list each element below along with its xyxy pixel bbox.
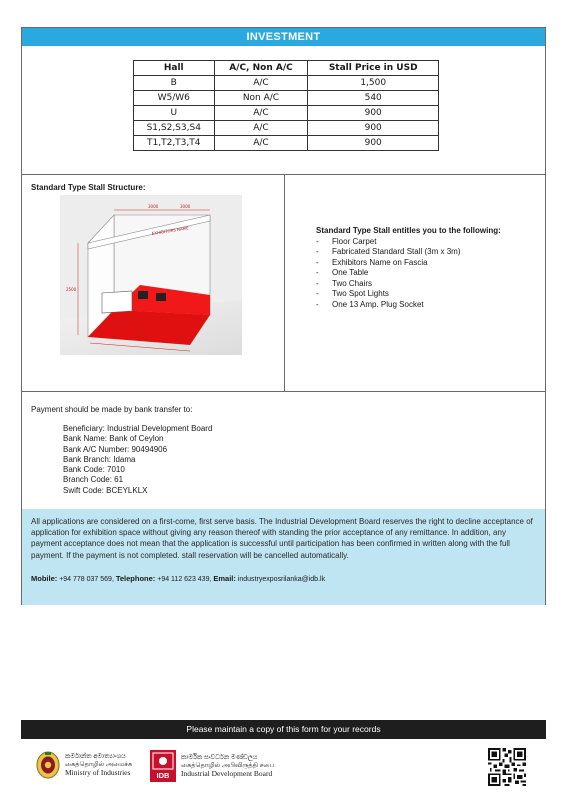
idb-name xyxy=(181,754,274,778)
idb-name-english: Industrial Development Board xyxy=(181,769,273,778)
cell-ac: A/C xyxy=(214,136,308,151)
cell-hall: T1,T2,T3,T4 xyxy=(134,136,215,151)
list-item-label: Exhibitors Name on Fascia xyxy=(332,257,428,267)
ministry-emblem-icon xyxy=(36,750,60,780)
list-item-label: Fabricated Standard Stall (3m x 3m) xyxy=(332,247,461,256)
list-item-label: One 13 Amp. Plug Socket xyxy=(332,299,424,309)
dimension-label: 3000 xyxy=(148,204,159,209)
records-reminder-bar: Please maintain a copy of this form for your records xyxy=(21,720,546,739)
dimension-label: 500 xyxy=(134,331,142,336)
list-item: - One 13 Amp. Plug Socket xyxy=(316,299,424,309)
list-item-label: Two Chairs xyxy=(332,278,373,288)
branch-code: Branch Code: 61 xyxy=(63,475,124,485)
beneficiary: Beneficiary: Industrial Development Board xyxy=(63,424,213,433)
bank-account-number: Bank A/C Number: 90494906 xyxy=(63,444,168,454)
list-item-label: Floor Carpet xyxy=(332,236,377,246)
divider xyxy=(284,174,285,391)
bank-details xyxy=(63,424,212,496)
mobile-number: +94 778 037 569, xyxy=(57,576,116,583)
list-item-label: One Table xyxy=(332,268,369,277)
list-item: - Floor Carpet xyxy=(316,236,377,246)
table-row xyxy=(134,106,439,121)
cell-price: 1,500 xyxy=(308,76,439,91)
dimension-label: 1000 xyxy=(114,321,125,326)
list-item: - Exhibitors Name on Fascia xyxy=(316,257,428,267)
cell-price: 900 xyxy=(308,121,439,136)
mobile-label: Mobile: xyxy=(31,574,58,583)
stall-structure-heading: Standard Type Stall Structure: xyxy=(31,183,146,192)
cell-hall: U xyxy=(134,106,215,121)
entitlements-heading: Standard Type Stall entitles you to the following: xyxy=(316,226,501,235)
cell-ac: Non A/C xyxy=(214,91,308,106)
chair-shape xyxy=(138,291,148,299)
payment-intro: Payment should be made by bank transfer to: xyxy=(31,405,193,414)
dimension-label: 2500 xyxy=(66,287,77,292)
cell-price: 900 xyxy=(308,136,439,151)
idb-logo-icon xyxy=(150,750,176,782)
bank-branch: Bank Branch: Idama xyxy=(63,454,136,464)
bank-name: Bank Name: Bank of Ceylon xyxy=(63,434,164,444)
table-row xyxy=(134,121,439,136)
table-shape xyxy=(102,291,132,313)
telephone-number: +94 112 623 439, xyxy=(155,576,214,583)
terms-notice xyxy=(22,509,545,605)
cell-ac: A/C xyxy=(214,76,308,91)
cell-price: 540 xyxy=(308,91,439,106)
swift-code: Swift Code: BCEYLKLX xyxy=(63,485,148,495)
section-title: INVESTMENT xyxy=(22,28,545,46)
table-row xyxy=(134,76,439,91)
cell-ac: A/C xyxy=(214,121,308,136)
table-header-row xyxy=(134,61,439,76)
stall-structure-image xyxy=(60,195,242,355)
fascia-label: EXHIBITORS NAME xyxy=(151,225,189,236)
cell-hall: B xyxy=(134,76,215,91)
terms-text: All applications are considered on a first-come, first serve basis. The Industrial Development Board reserves the right to decline acceptance of application for exhibition space without giving any reason thereof with standing the prior acceptance of any remittance. In addition, any payment acceptance does not mean that the application is successful until participation has been confirmed in written along with the full payment. If the payment is not completed. stall reservation will be cancelled automatically. xyxy=(31,517,533,560)
list-item: - One Table xyxy=(316,268,369,277)
email-label: Email: xyxy=(213,574,236,583)
column-header-ac: A/C, Non A/C xyxy=(214,61,308,76)
idb-name-sinhala: කාර්මික සංවර්ධන මණ්ඩලය xyxy=(181,754,258,761)
dimension-label: 3000 xyxy=(180,204,191,209)
ministry-name-tamil: கைத்தொழில் அமைச்சு xyxy=(65,761,133,768)
bank-code: Bank Code: 7010 xyxy=(63,465,125,475)
qr-code-icon xyxy=(488,748,526,786)
cell-ac: A/C xyxy=(214,106,308,121)
cell-hall: S1,S2,S3,S4 xyxy=(134,121,215,136)
list-item-label: Two Spot Lights xyxy=(332,289,389,298)
idb-mark: IDB xyxy=(156,771,170,780)
divider xyxy=(22,391,545,392)
contact-line xyxy=(31,574,325,583)
telephone-label: Telephone: xyxy=(115,574,156,583)
column-header-hall: Hall xyxy=(134,61,215,76)
ministry-logo-block xyxy=(36,750,132,780)
list-item: - Fabricated Standard Stall (3m x 3m) xyxy=(316,247,461,256)
cell-price: 900 xyxy=(308,106,439,121)
chair-shape xyxy=(156,293,166,301)
table-row xyxy=(134,91,439,106)
idb-name-tamil: கைத்தொழில் அபிவிருத்தி சபை xyxy=(181,762,275,769)
table-row xyxy=(134,136,439,151)
email-address: industryexposrilanka@idb.lk xyxy=(235,576,326,583)
list-item: - Two Spot Lights xyxy=(316,289,389,298)
list-item: - Two Chairs xyxy=(316,278,373,288)
ministry-name xyxy=(65,753,132,777)
column-header-price: Stall Price in USD xyxy=(308,61,439,76)
idb-logo-block xyxy=(150,750,274,782)
entitlements-list xyxy=(316,226,501,310)
ministry-name-english: Ministry of Industries xyxy=(65,768,131,777)
ministry-name-sinhala: කර්මාන්ත අමාත්‍යාංශය xyxy=(65,753,126,760)
price-table xyxy=(133,60,439,151)
cell-hall: W5/W6 xyxy=(134,91,215,106)
investment-form xyxy=(21,27,546,605)
